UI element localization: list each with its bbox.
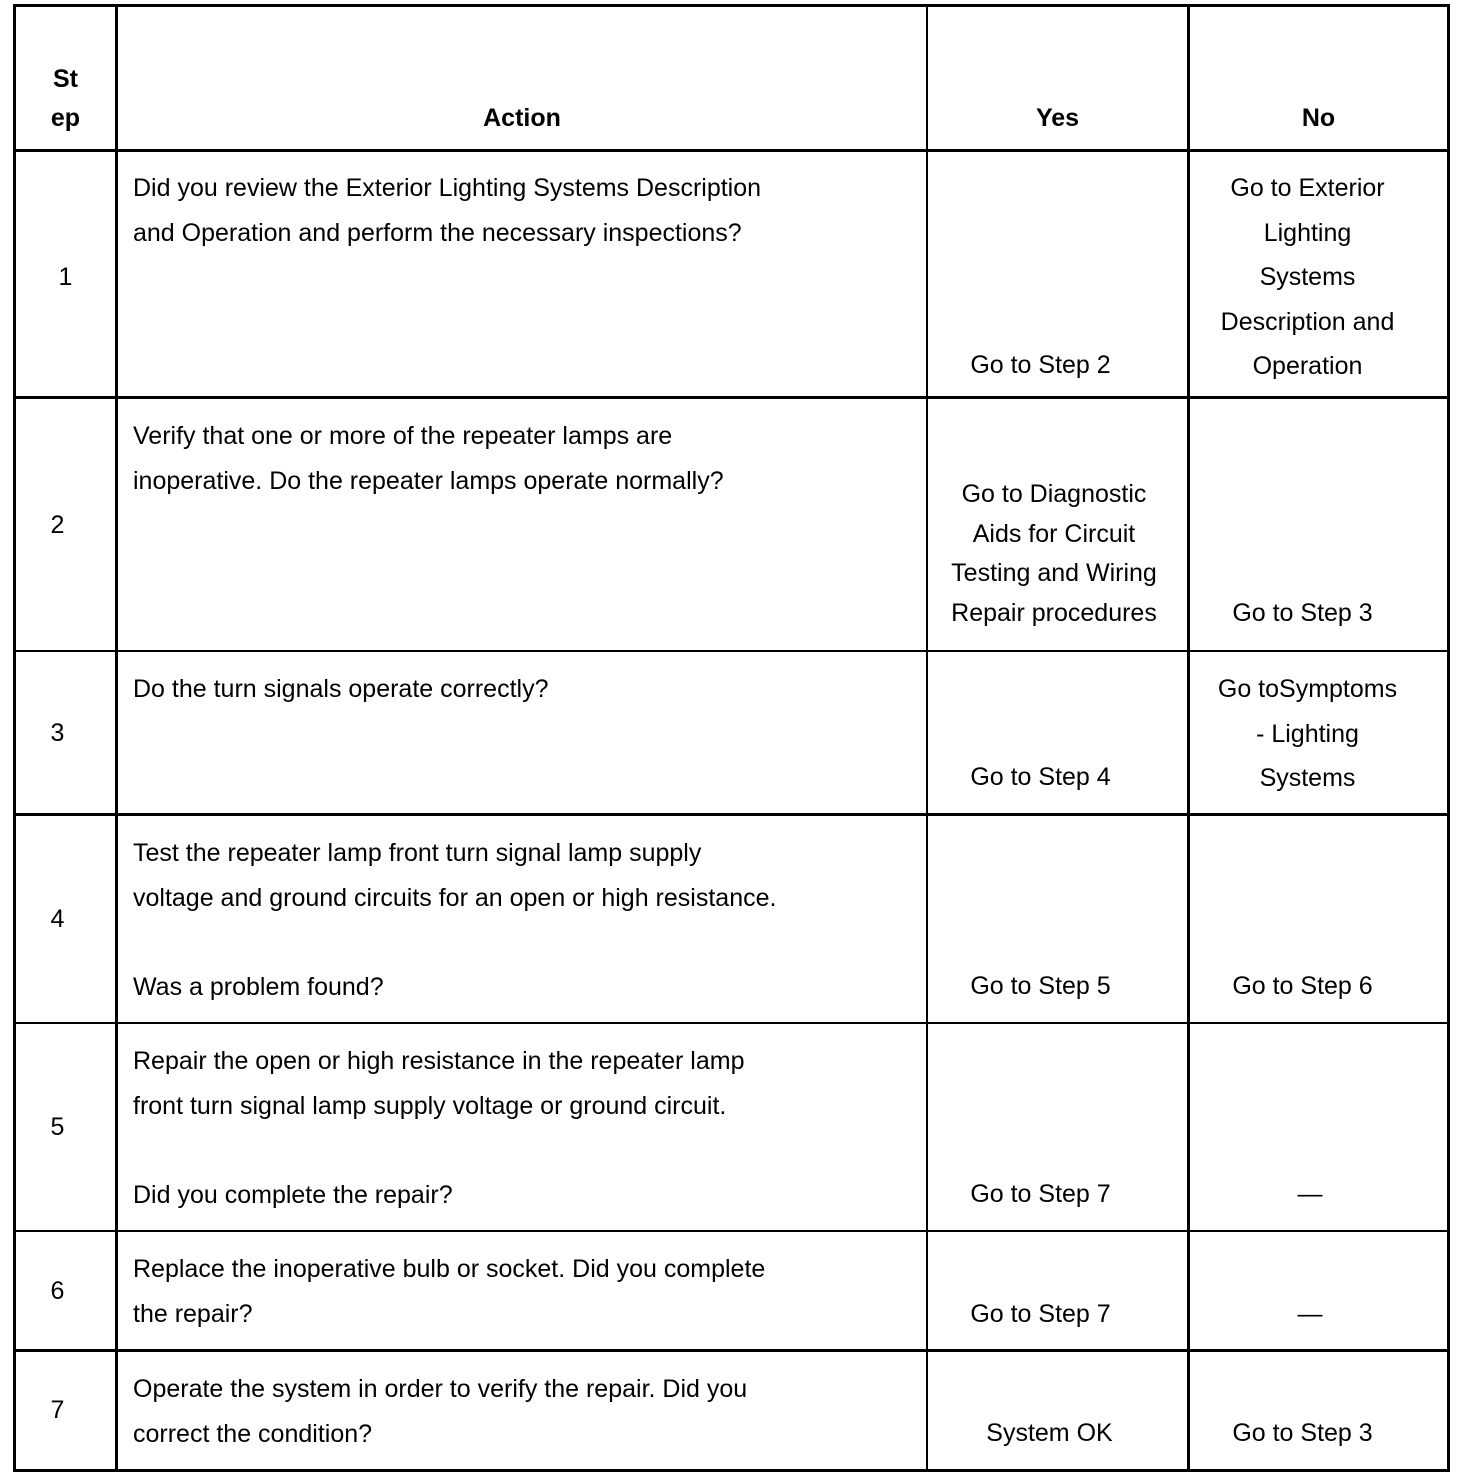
grid-line — [13, 149, 1450, 152]
step-number: 4 — [50, 905, 65, 933]
grid-line — [13, 1469, 1450, 1472]
yes-result: Go to Diagnostic Aids for Circuit Testing and Wiring Repair procedures — [951, 480, 1157, 627]
grid-line — [13, 650, 1450, 652]
no-result: Go to Step 6 — [1232, 972, 1373, 1000]
header-yes: Yes — [1035, 104, 1080, 132]
yes-result: Go to Step 5 — [970, 972, 1111, 1000]
action-text: Did you review the Exterior Lighting Systems Description and Operation and perform the necessary inspections? — [133, 174, 762, 247]
action-text: Verify that one or more of the repeater lamps are inoperative. Do the repeater lamps operate normally? — [133, 422, 724, 495]
no-result: Go to Step 3 — [1232, 599, 1373, 627]
no-result: Go to Exterior Lighting Systems Description and Operation — [1220, 174, 1395, 380]
no-result: — — [1297, 1180, 1323, 1208]
yes-result: Go to Step 7 — [970, 1180, 1111, 1208]
header-no: No — [1301, 104, 1336, 132]
step-number: 2 — [50, 511, 65, 539]
step-number: 3 — [50, 719, 65, 747]
grid-line — [13, 396, 1450, 399]
grid-line — [1447, 4, 1450, 1472]
grid-line — [13, 813, 1450, 816]
grid-line — [926, 4, 928, 1472]
action-text: Operate the system in order to verify the repair. Did you correct the condition? — [133, 1375, 748, 1448]
step-number: 5 — [50, 1113, 65, 1141]
no-result: — — [1297, 1300, 1323, 1328]
grid-line — [115, 4, 118, 1472]
grid-line — [13, 4, 1450, 7]
action-text: Test the repeater lamp front turn signal lamp supply voltage and ground circuits for an open or high resistance. Was a problem found? — [133, 839, 777, 1001]
grid-line — [13, 1230, 1450, 1232]
no-result: Go toSymptoms - Lighting Systems — [1217, 675, 1398, 792]
header-action: Action — [483, 104, 561, 132]
header-step: St ep — [50, 65, 81, 132]
yes-result: Go to Step 4 — [970, 763, 1111, 791]
grid-line — [13, 1349, 1450, 1352]
no-result: Go to Step 3 — [1232, 1419, 1373, 1447]
yes-result: Go to Step 7 — [970, 1300, 1111, 1328]
action-text: Replace the inoperative bulb or socket. Did you complete the repair? — [133, 1255, 766, 1328]
step-number: 7 — [50, 1396, 65, 1424]
step-number: 6 — [50, 1277, 65, 1305]
action-text: Do the turn signals operate correctly? — [133, 675, 549, 703]
grid-line — [13, 1022, 1450, 1024]
step-number: 1 — [58, 263, 73, 291]
yes-result: System OK — [986, 1419, 1113, 1447]
yes-result: Go to Step 2 — [970, 351, 1111, 379]
action-text: Repair the open or high resistance in the repeater lamp front turn signal lamp supply voltage or ground circuit. Did you complete the repair? — [133, 1047, 745, 1209]
